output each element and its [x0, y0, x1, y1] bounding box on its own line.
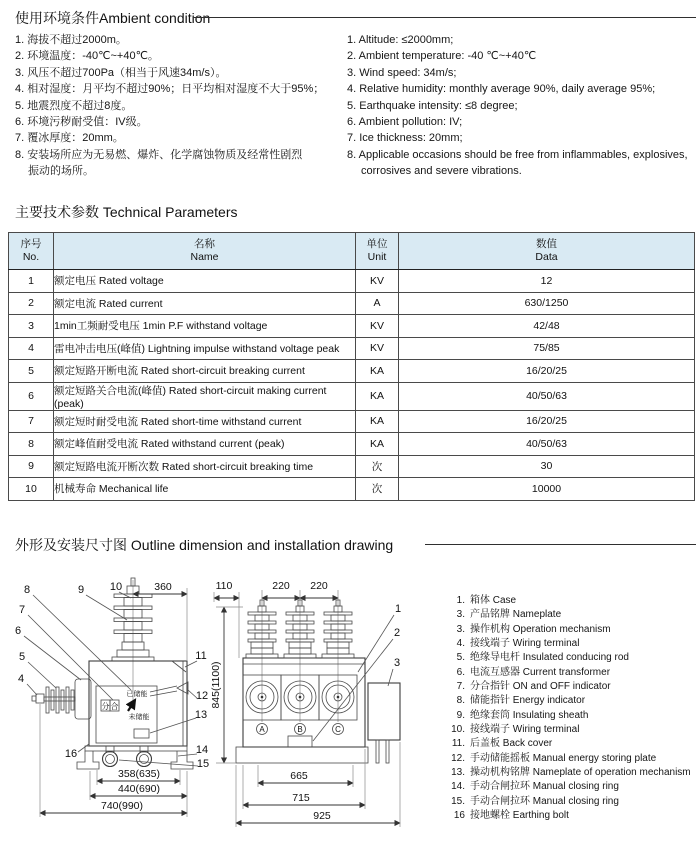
- close-label: 合: [110, 702, 119, 711]
- front-dim-offset: 110: [215, 580, 233, 592]
- cell-name: 额定电压 Rated voltage: [54, 270, 356, 293]
- nameplate: [288, 736, 312, 747]
- legend-item: 9. 绝缘套筒 Insulating sheath: [456, 709, 589, 721]
- legend-item: 8. 储能指针 Energy indicator: [456, 695, 586, 707]
- legend-item: 4. 接线端子 Wiring terminal: [456, 638, 580, 650]
- legend-item: 14. 手动合闸拉环 Manual closing ring: [451, 781, 619, 793]
- legend-item: 1. 箱体 Case: [456, 595, 517, 606]
- cell-name: 机械寿命 Mechanical life: [54, 478, 356, 501]
- cell-no: 2: [9, 292, 54, 315]
- cell-unit: 次: [356, 455, 399, 478]
- condition-line-zh: 4. 相对湿度：月平均不超过90%；日平均相对湿度不大于95%；: [15, 83, 325, 96]
- parts-legend: [450, 594, 698, 824]
- condition-line-en: 3. Wind speed: 34m/s;: [347, 66, 457, 79]
- side-dim-top: 360: [154, 581, 172, 593]
- front-dim-pitch1: 220: [272, 580, 290, 592]
- side-dim-inner: 358(635): [117, 768, 161, 780]
- front-dim-holes: 665: [290, 770, 308, 782]
- ambient-conditions-zh: [15, 32, 324, 180]
- legend-item: 10. 接线端子 Wiring terminal: [451, 724, 580, 736]
- table-row: [9, 270, 695, 293]
- callout-8: 8: [23, 584, 31, 596]
- cell-name: 额定短路关合电流(峰值) Rated short-circuit making current (peak): [54, 382, 356, 410]
- table-row: [9, 382, 695, 410]
- uncharged-label: 未储能: [128, 714, 150, 721]
- cell-unit: KA: [356, 410, 399, 433]
- col-header-data: 数值 Data: [399, 233, 695, 270]
- callout-11: 11: [195, 650, 207, 662]
- cell-unit: 次: [356, 478, 399, 501]
- condition-line-zh: 7. 覆冰厚度：20mm。: [15, 132, 124, 145]
- cell-unit: KA: [356, 433, 399, 456]
- cell-no: 3: [9, 315, 54, 338]
- table-row: [9, 337, 695, 360]
- cell-no: 8: [9, 433, 54, 456]
- legend-item: 7. 分合指针 ON and OFF indicator: [456, 681, 611, 693]
- section-title-ambient-condition: 使用环境条件Ambient condition: [15, 10, 211, 26]
- phase-labels: [257, 724, 344, 735]
- condition-line-en: 1. Altitude: ≤2000mm;: [347, 34, 454, 46]
- condition-line-zh: 1. 海拔不超过2000m。: [15, 34, 127, 46]
- tech-parameters-table: [8, 232, 695, 501]
- cell-name: 雷电冲击电压(峰值) Lightning impulse withstand voltage peak: [54, 337, 356, 360]
- cell-data: 630/1250: [399, 292, 695, 315]
- cell-unit: KA: [356, 382, 399, 410]
- cell-unit: KV: [356, 270, 399, 293]
- condition-line-en: 6. Ambient pollution: IV;: [347, 116, 463, 129]
- col-header-name: 名称 Name: [54, 233, 356, 270]
- side-insulator: [32, 679, 91, 719]
- legend-item: 6. 电流互感器 Current transformer: [456, 666, 611, 678]
- front-dim-pitch2: 220: [310, 580, 328, 592]
- cell-no: 4: [9, 337, 54, 360]
- callout-1: 1: [394, 603, 402, 615]
- front-view: [210, 580, 401, 827]
- callout-4: 4: [17, 673, 25, 685]
- section-title-outline-dimension: 外形及安装尺寸图 Outline dimension and installation drawing: [15, 537, 394, 553]
- cell-data: 75/85: [399, 337, 695, 360]
- table-row: [9, 478, 695, 501]
- cell-no: 10: [9, 478, 54, 501]
- cell-no: 1: [9, 270, 54, 293]
- condition-line-en: 8. Applicable occasions should be free from inflammables, explosives,: [347, 148, 688, 161]
- legend-item: 15. 手动合闸拉环 Manual closing ring: [451, 795, 619, 807]
- phase-c: C: [335, 725, 341, 734]
- title-rule: [425, 544, 696, 545]
- callout-15: 15: [196, 758, 210, 770]
- callout-10: 10: [109, 581, 123, 593]
- cell-data: 40/50/63: [399, 382, 695, 410]
- cell-no: 9: [9, 455, 54, 478]
- cell-data: 16/20/25: [399, 410, 695, 433]
- open-label: 分: [101, 702, 110, 711]
- section-title-technical-parameters: 主要技术参数 Technical Parameters: [15, 204, 238, 220]
- operation-panel: [96, 686, 157, 743]
- side-base: [77, 746, 193, 769]
- condition-line-zh: 6. 环境污秽耐受值：IV级。: [15, 116, 148, 129]
- callout-5: 5: [18, 651, 26, 663]
- table-row: [9, 410, 695, 433]
- callout-14: 14: [195, 744, 209, 756]
- cell-unit: A: [356, 292, 399, 315]
- condition-line-zh: 5. 地震烈度不超过8度。: [15, 99, 133, 112]
- callout-7: 7: [18, 604, 26, 616]
- cell-name: 1min工频耐受电压 1min P.F withstand voltage: [54, 315, 356, 338]
- callout-9: 9: [77, 584, 85, 596]
- cell-no: 5: [9, 360, 54, 383]
- legend-item: 13. 操动机构铭牌 Nameplate of operation mechanism: [451, 767, 691, 779]
- condition-line-zh: 振动的场所。: [28, 165, 94, 178]
- legend-item: 11. 后盖板 Back cover: [451, 738, 553, 750]
- outline-drawing: [0, 572, 450, 857]
- table-row: [9, 360, 695, 383]
- side-dim-mid: 440(690): [117, 783, 161, 795]
- phase-b: B: [297, 725, 303, 734]
- side-view: [15, 578, 209, 817]
- cell-unit: KV: [356, 337, 399, 360]
- callout-3: 3: [393, 657, 401, 669]
- condition-line-en: 7. Ice thickness: 20mm;: [347, 132, 463, 145]
- side-dim-overall: 740(990): [100, 800, 144, 812]
- side-callouts: [15, 581, 209, 770]
- callout-6: 6: [14, 625, 22, 637]
- charged-label: 已储能: [126, 691, 148, 698]
- condition-line-en: corrosives and severe vibrations.: [361, 165, 522, 178]
- col-header-no: 序号 No.: [9, 233, 54, 270]
- condition-line-en: 5. Earthquake intensity: ≤8 degree;: [347, 99, 518, 112]
- callout-2: 2: [393, 627, 401, 639]
- table-header-row: [9, 233, 695, 270]
- cell-name: 额定峰值耐受电流 Rated withstand current (peak): [54, 433, 356, 456]
- cell-name: 额定短时耐受电流 Rated short-time withstand current: [54, 410, 356, 433]
- ambient-conditions-en: [347, 32, 688, 180]
- front-dim-body: 715: [292, 792, 310, 804]
- callout-12: 12: [195, 690, 209, 702]
- table-row: [9, 433, 695, 456]
- cell-no: 7: [9, 410, 54, 433]
- front-dim-height: 845(1100): [210, 661, 222, 709]
- legend-item: 3. 产品铭牌 Nameplate: [456, 609, 562, 621]
- condition-line-en: 2. Ambient temperature: -40 ℃~+40℃: [347, 50, 537, 63]
- table-row: [9, 292, 695, 315]
- cell-unit: KV: [356, 315, 399, 338]
- table-row: [9, 315, 695, 338]
- cell-data: 42/48: [399, 315, 695, 338]
- cell-no: 6: [9, 382, 54, 410]
- front-dim-overall: 925: [313, 810, 331, 822]
- callout-13: 13: [194, 709, 208, 721]
- cell-data: 40/50/63: [399, 433, 695, 456]
- legend-item: 12. 手动储能摇板 Manual energy storing plate: [451, 752, 657, 764]
- legend-item: 16 接地螺栓 Earthing bolt: [453, 810, 569, 822]
- condition-line-zh: 2. 环境温度：-40℃~+40℃。: [15, 50, 159, 63]
- cell-name: 额定短路开断电流 Rated short-circuit breaking current: [54, 360, 356, 383]
- cell-data: 10000: [399, 478, 695, 501]
- cell-name: 额定电流 Rated current: [54, 292, 356, 315]
- condition-line-en: 4. Relative humidity: monthly average 90%, daily average 95%;: [347, 83, 656, 96]
- callout-16: 16: [64, 748, 78, 760]
- legend-item: 5. 绝缘导电杆 Insulated conducing rod: [456, 652, 629, 664]
- title-rule: [193, 17, 696, 18]
- condition-line-zh: 8. 安装场所应为无易燃、爆炸、化学腐蚀物质及经常性剧烈: [15, 148, 303, 161]
- col-header-unit: 单位 Unit: [356, 233, 399, 270]
- table-row: [9, 455, 695, 478]
- side-dimensions: [40, 581, 187, 817]
- cell-data: 16/20/25: [399, 360, 695, 383]
- phase-a: A: [259, 725, 265, 734]
- cell-unit: KA: [356, 360, 399, 383]
- cell-data: 30: [399, 455, 695, 478]
- condition-line-zh: 3. 风压不超过700Pa（相当于风速34m/s）。: [15, 66, 227, 79]
- accessory-box: [368, 683, 400, 763]
- front-dimensions: [210, 580, 400, 827]
- cell-data: 12: [399, 270, 695, 293]
- legend-item: 3. 操作机构 Operation mechanism: [456, 623, 611, 635]
- cell-name: 额定短路电流开断次数 Rated short-circuit breaking time: [54, 455, 356, 478]
